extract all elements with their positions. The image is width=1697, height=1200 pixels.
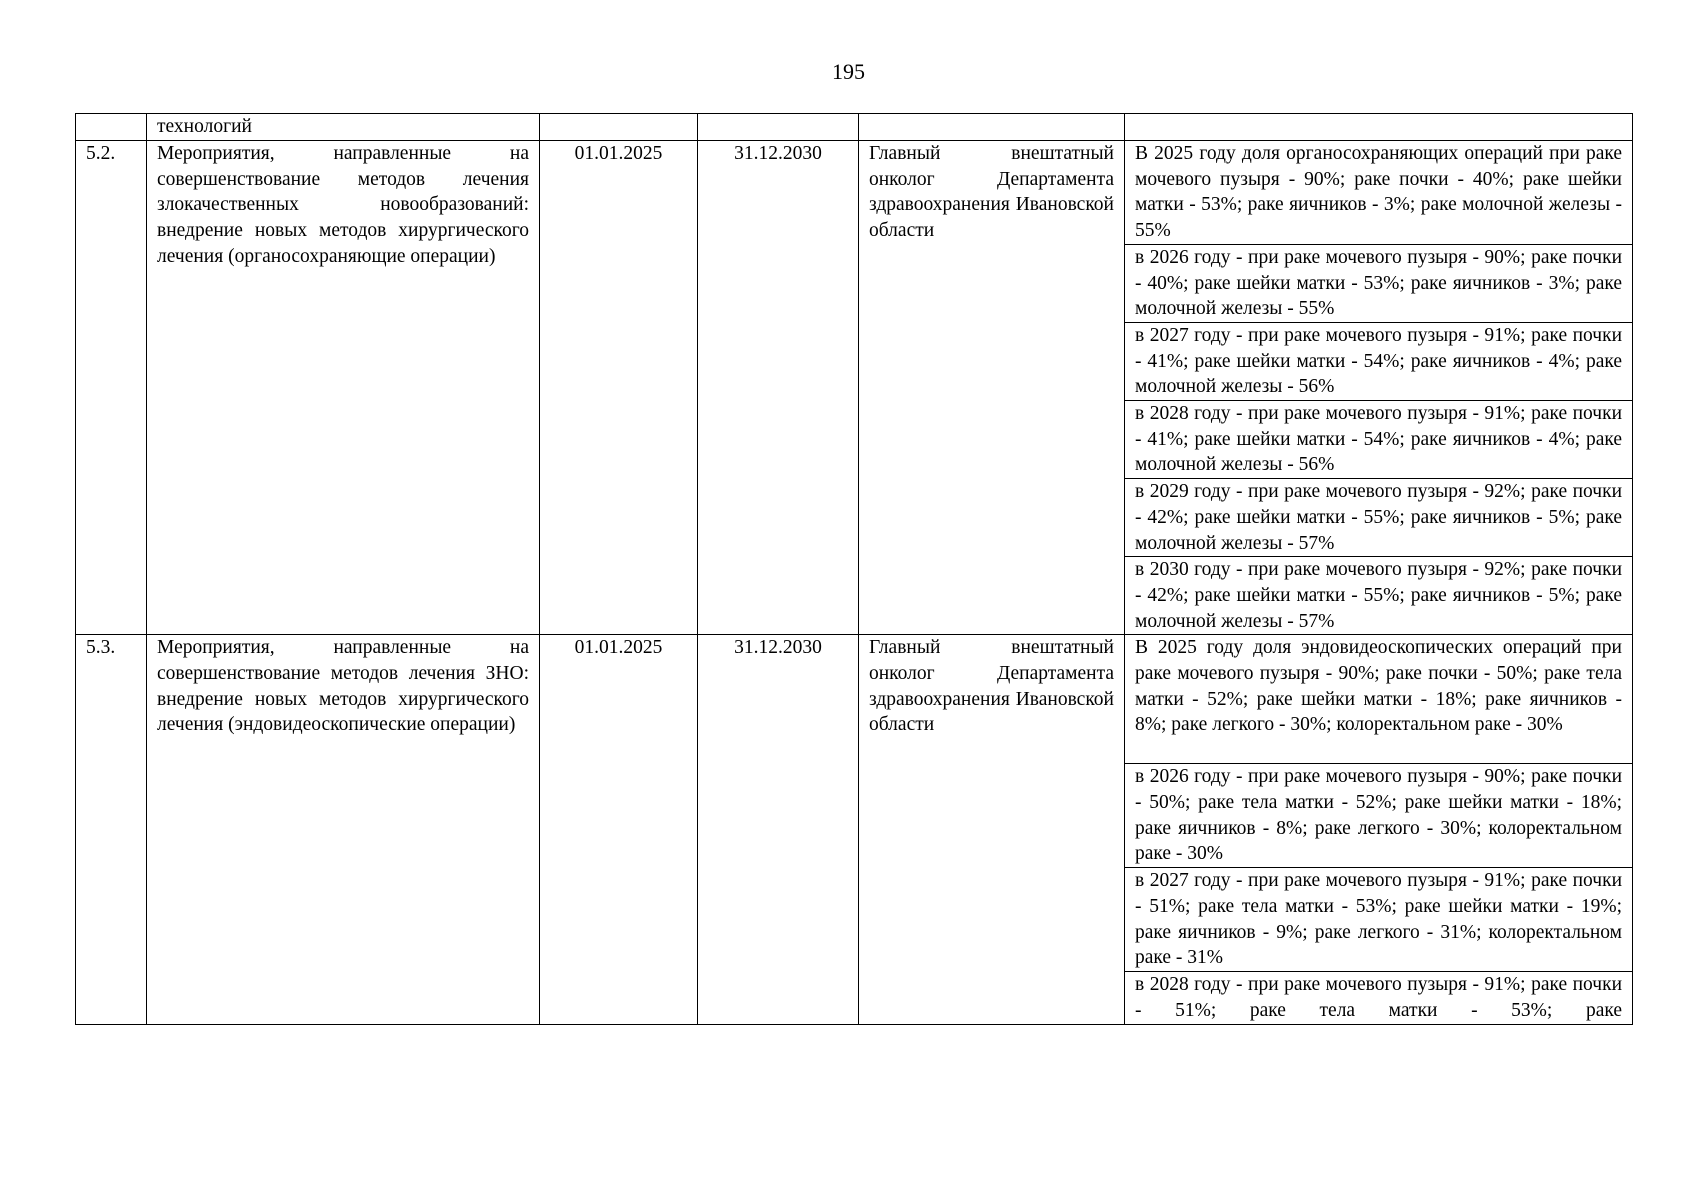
page-number: 195	[832, 59, 865, 84]
result-item: в 2030 году - при раке мочевого пузыря - 92%; раке почки - 42%; раке шейки матки - 55%; раке яичников - 5%; раке молочной железы - 57%	[1125, 557, 1633, 635]
activity-cell: технологий	[147, 114, 540, 141]
responsible-cell	[859, 114, 1125, 141]
result-item: в 2026 году - при раке мочевого пузыря - 90%; раке почки - 50%; раке тела матки - 52%; раке шейки матки - 18%; раке яичников - 8%; раке легкого - 30%; колоректальном раке - 30%	[1125, 764, 1633, 868]
result-item: В 2025 году доля эндовидеоскопических операций при раке мочевого пузыря - 90%; раке почки - 50%; раке тела матки - 52%; раке шейки матки - 18%; раке яичников - 8%; раке легкого - 30%; колоректальном раке - 30%	[1125, 635, 1633, 764]
result-item: в 2027 году - при раке мочевого пузыря - 91%; раке почки - 51%; раке тела матки - 53%; раке шейки матки - 19%; раке яичников - 9%; раке легкого - 31%; колоректальном раке - 31%	[1125, 868, 1633, 972]
start-date: 01.01.2025	[540, 635, 698, 1024]
end-date: 31.12.2030	[698, 635, 859, 1024]
end-date: 31.12.2030	[698, 141, 859, 635]
number-cell	[76, 114, 147, 141]
end-date-cell	[698, 114, 859, 141]
table-row	[76, 635, 1633, 764]
row-number: 5.3.	[76, 635, 147, 1024]
responsible-person: Главный внештатный онколог Департамента здравоохранения Ивановской области	[859, 635, 1125, 1024]
activity-description: Мероприятия, направленные на совершенствование методов лечения ЗНО: внедрение новых методов хирургического лечения (эндовидеоскопические операции)	[147, 635, 540, 1024]
result-item: в 2026 году - при раке мочевого пузыря - 90%; раке почки - 40%; раке шейки матки - 53%; раке яичников - 3%; раке молочной железы - 55%	[1125, 244, 1633, 322]
result-item: в 2028 году - при раке мочевого пузыря - 91%; раке почки - 41%; раке шейки матки - 54%; раке яичников - 4%; раке молочной железы - 56%	[1125, 401, 1633, 479]
responsible-person: Главный внештатный онколог Департамента здравоохранения Ивановской области	[859, 141, 1125, 635]
result-item: В 2025 году доля органосохраняющих операций при раке мочевого пузыря - 90%; раке почки - 40%; раке шейки матки - 53%; раке яичников - 3%; раке молочной железы - 55%	[1125, 141, 1633, 245]
result-item: в 2027 году - при раке мочевого пузыря - 91%; раке почки - 41%; раке шейки матки - 54%; раке яичников - 4%; раке молочной железы - 56%	[1125, 322, 1633, 400]
activities-table	[75, 113, 1633, 1025]
start-date: 01.01.2025	[540, 141, 698, 635]
start-date-cell	[540, 114, 698, 141]
result-item: в 2028 году - при раке мочевого пузыря - 91%; раке почки - 51%; раке тела матки - 53%; раке	[1125, 972, 1633, 1024]
table-row	[76, 141, 1633, 245]
row-number: 5.2.	[76, 141, 147, 635]
activity-description: Мероприятия, направленные на совершенствование методов лечения злокачественных новообразований: внедрение новых методов хирургического лечения (органосохраняющие операции)	[147, 141, 540, 635]
continuation-row	[76, 114, 1633, 141]
result-item: в 2029 году - при раке мочевого пузыря - 92%; раке почки - 42%; раке шейки матки - 55%; раке яичников - 5%; раке молочной железы - 57%	[1125, 479, 1633, 557]
results-cell	[1125, 114, 1633, 141]
